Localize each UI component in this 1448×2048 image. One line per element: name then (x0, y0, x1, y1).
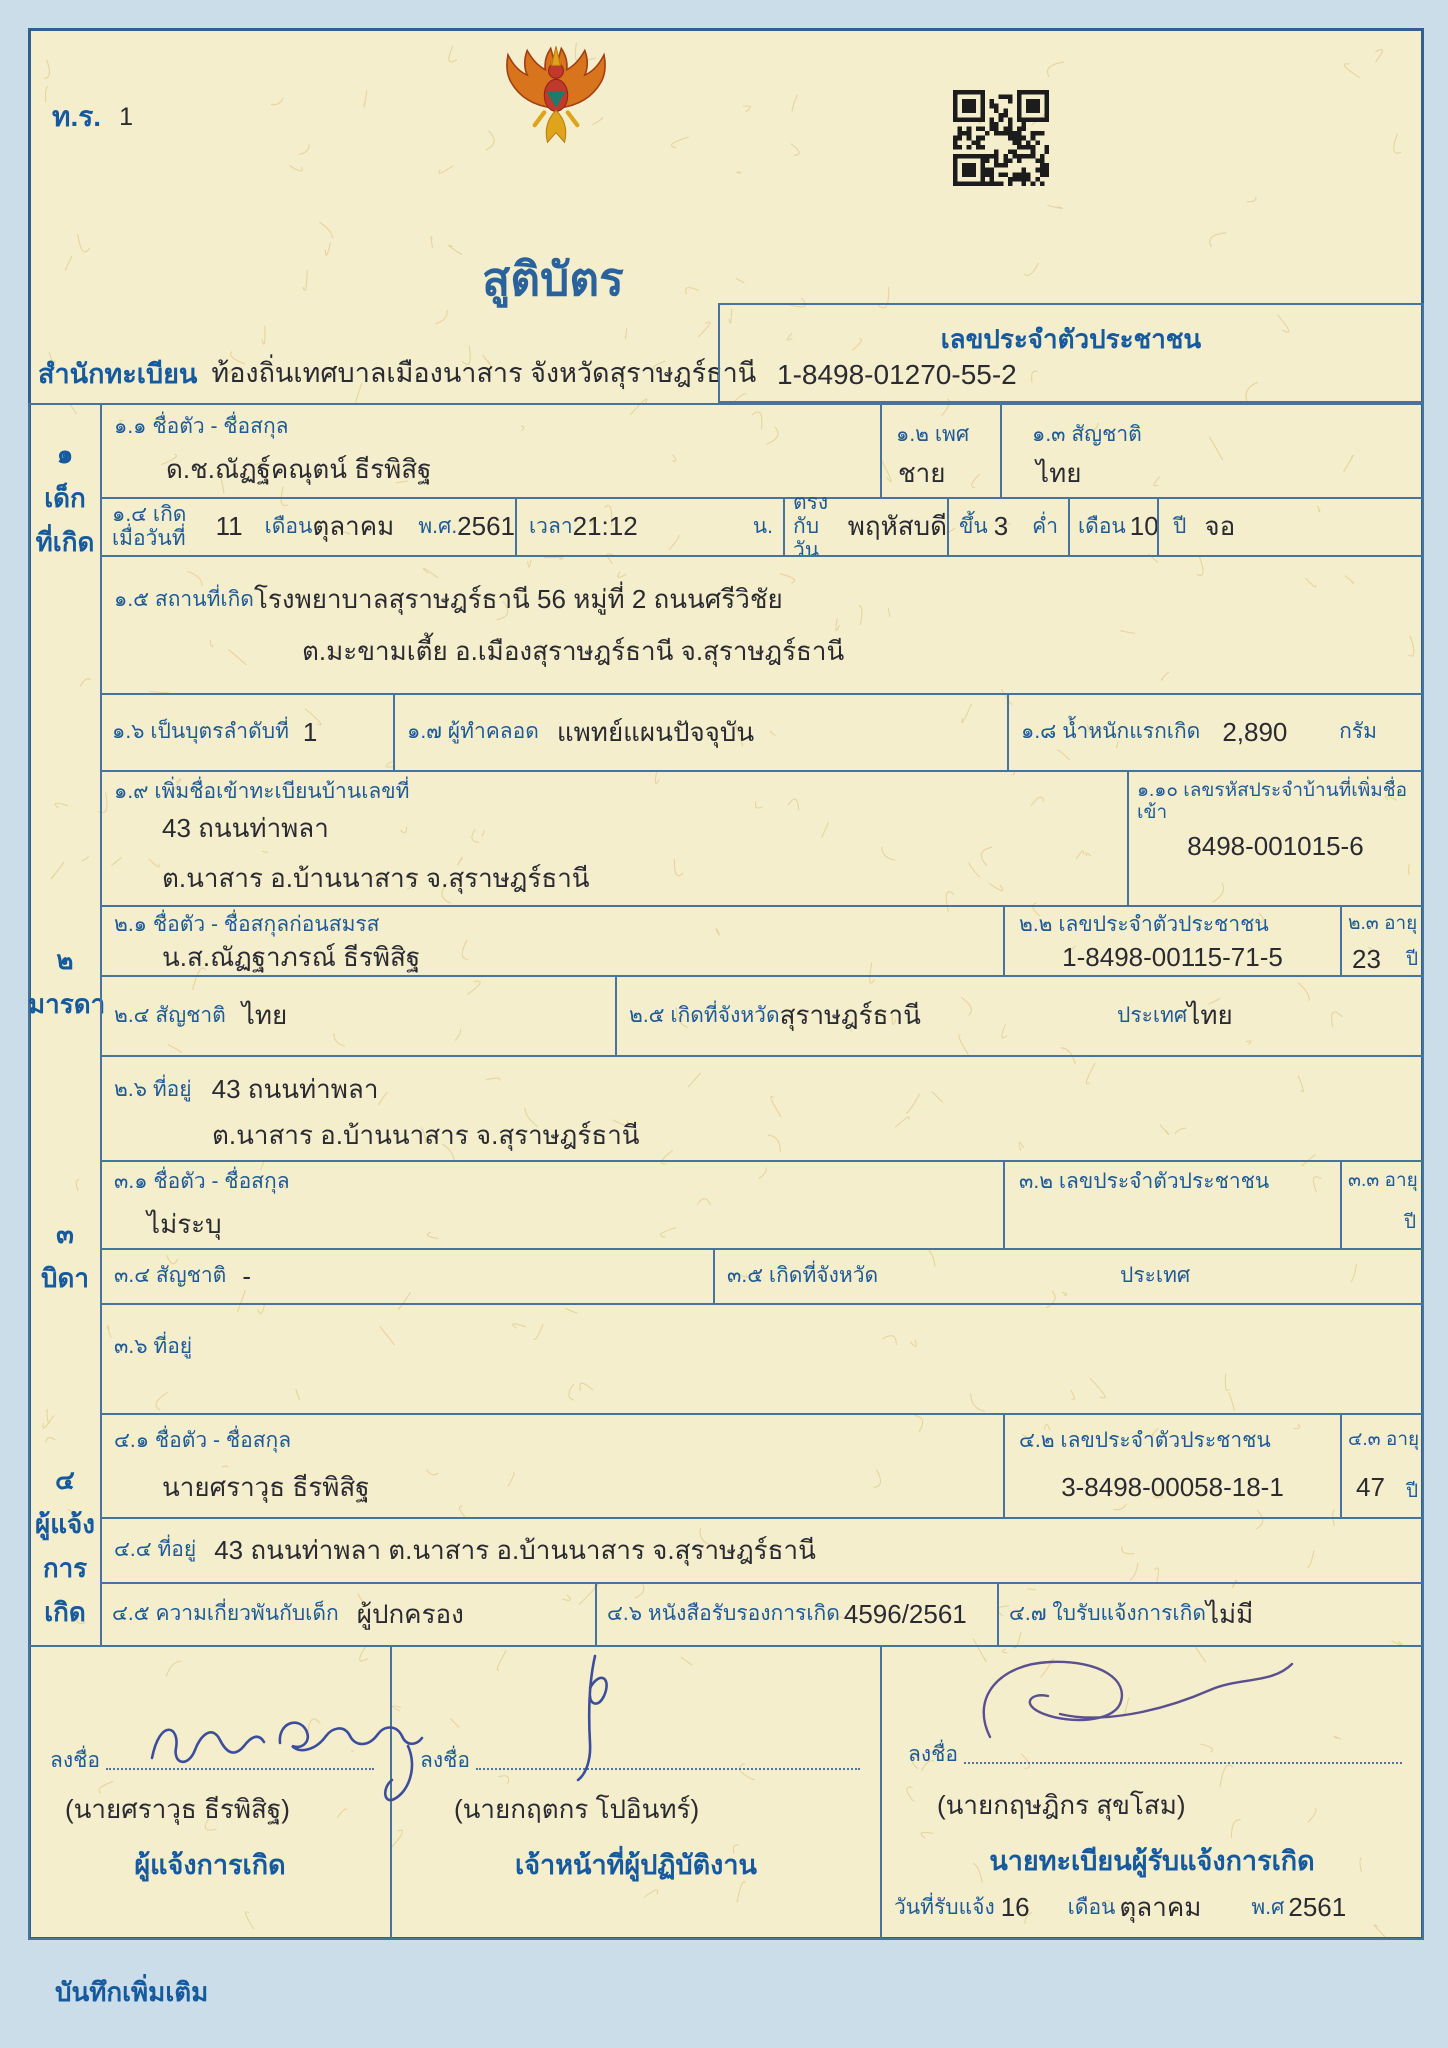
registry-office-label: สำนักทะเบียน (38, 359, 198, 389)
delivered-by-cell (393, 693, 1009, 772)
mother-name-label: ๒.๑ ชื่อตัว - ชื่อสกุลก่อนสมรส (114, 913, 380, 936)
birthplace-line1: โรงพยาบาลสุราษฎร์ธานี 56 หมู่ที่ 2 ถนนศรีวิชัย (253, 584, 783, 614)
birth-notice-cell (997, 1582, 1424, 1647)
father-id-label: ๓.๒ เลขประจำตัวประชาชน (1019, 1170, 1270, 1193)
mother-id-label: ๒.๒ เลขประจำตัวประชาชน (1019, 913, 1269, 936)
zodiac-year-cell (1157, 497, 1424, 557)
birth-time-value: 21:12 (572, 511, 638, 542)
birthplace-cell (100, 555, 1424, 695)
receipt-year-label: พ.ศ (1251, 1895, 1285, 1919)
birth-cert-doc-cell (595, 1582, 999, 1647)
national-id-box (718, 303, 1424, 403)
mother-address-line2: ต.นาสาร อ.บ้านนาสาร จ.สุราษฎร์ธานี (212, 1120, 640, 1150)
house-code-cell (1127, 770, 1424, 907)
receipt-date-line (894, 1893, 1346, 1923)
father-name-cell (100, 1160, 1005, 1250)
national-id-label: เลขประจำตัวประชาชน (940, 324, 1202, 354)
receipt-date-day: 16 (1000, 1892, 1030, 1922)
section-3-label: ๓ บิดา (41, 1219, 89, 1293)
lunar-day-value: 3 (993, 511, 1009, 542)
informant-name-value: นายศราวุธ ธีรพิสิฐ (162, 1472, 370, 1502)
relation-label: ๔.๕ ความเกี่ยวพันกับเด็ก (112, 1602, 339, 1626)
birth-year-value: 2561 (457, 511, 515, 542)
house-registration-label: ๑.๙ เพิ่มชื่อเข้าทะเบียนบ้านเลขที่ (114, 780, 410, 803)
informant-age-value: 47 (1356, 1472, 1385, 1502)
signature-line-2 (476, 1752, 860, 1770)
birth-year-label: พ.ศ. (418, 514, 458, 538)
delivered-by-value: แพทย์แผนปัจจุบัน (556, 716, 755, 747)
birth-date-cell (100, 497, 517, 557)
father-birth-province-label: ๓.๕ เกิดที่จังหวัด (727, 1264, 879, 1287)
mother-address-cell (100, 1055, 1424, 1162)
registry-office (38, 352, 756, 395)
father-nationality-value: - (242, 1260, 251, 1291)
section-4-label: ๔ ผู้แจ้ง การเกิด (35, 1465, 95, 1627)
informant-name-cell (100, 1413, 1005, 1519)
mother-id-value: 1-8498-00115-71-5 (1062, 942, 1283, 972)
birth-weight-label: ๑.๘ น้ำหนักแรกเกิด (1021, 720, 1201, 744)
sign-label-2: ลงชื่อ (420, 1749, 470, 1772)
weekday-label: ตรงกับวัน (793, 490, 829, 563)
informant-address-cell (100, 1517, 1424, 1584)
child-sex-label: ๑.๒ เพศ (896, 423, 970, 446)
informant-age-cell (1340, 1413, 1424, 1519)
father-name-label: ๓.๑ ชื่อตัว - ชื่อสกุล (114, 1170, 290, 1193)
father-age-label: ๓.๓ อายุ (1348, 1170, 1418, 1191)
receipt-month-label: เดือน (1067, 1895, 1116, 1919)
child-name-value: ด.ช.ณัฏฐ์คณุตน์ ธีรพิสิฐ (166, 454, 432, 484)
mother-age-value: 23 (1352, 944, 1381, 974)
registrar-signature-block (880, 1645, 1424, 1940)
mother-birth-province-value: สุราษฎร์ธานี (779, 1000, 921, 1030)
birth-order-label: ๑.๖ เป็นบุตรลำดับที่ (112, 720, 289, 744)
registrar-signatory-role: นายทะเบียนผู้รับแจ้งการเกิด (989, 1846, 1315, 1876)
birth-weight-cell (1007, 693, 1424, 772)
zodiac-value: จอ (1204, 511, 1236, 542)
mother-age-label: ๒.๓ อายุ (1348, 913, 1418, 934)
sign-label-3: ลงชื่อ (908, 1743, 958, 1766)
birth-order-cell (100, 693, 395, 772)
house-code-label: ๑.๑๐ เลขรหัสประจำบ้านที่เพิ่มชื่อเข้า (1137, 780, 1408, 823)
birth-time-cell (515, 497, 785, 557)
footer-note: บันทึกเพิ่มเติม (55, 1977, 209, 2007)
birth-cert-doc-value: 4596/2561 (843, 1598, 967, 1629)
child-nationality-value: ไทย (1036, 458, 1082, 488)
house-registration-line1: 43 ถนนท่าพลา (162, 813, 329, 843)
relation-cell (100, 1582, 597, 1647)
mother-nationality-label: ๒.๔ สัญชาติ (114, 1003, 226, 1027)
informant-signatory-name: (นายศราวุธ ธีรพิสิฐ) (65, 1794, 290, 1824)
house-registration-line2: ต.นาสาร อ.บ้านนาสาร จ.สุราษฎร์ธานี (162, 863, 590, 893)
lunar-month-value: 10 (1129, 511, 1159, 542)
child-name-label: ๑.๑ ชื่อตัว - ชื่อสกุล (114, 415, 289, 438)
section-1-label: ๑ เด็ก ที่เกิด (35, 439, 95, 557)
form-code (52, 95, 133, 139)
house-code-value: 8498-001015-6 (1187, 831, 1364, 861)
lunar-month-cell (1068, 497, 1159, 557)
birth-date-label: ๑.๔ เกิดเมื่อวันที่ (112, 502, 187, 550)
father-id-cell (1003, 1160, 1342, 1250)
birth-weight-unit: กรัม (1339, 720, 1377, 744)
birth-notice-label: ๔.๗ ใบรับแจ้งการเกิด (1009, 1602, 1206, 1626)
father-name-value: ไม่ระบุ (147, 1209, 222, 1239)
mother-nationality-value: ไทย (241, 1000, 288, 1031)
officer-signature-block (390, 1645, 882, 1940)
father-nationality-label: ๓.๔ สัญชาติ (114, 1264, 227, 1288)
mother-address-line1: 43 ถนนท่าพลา (211, 1074, 379, 1104)
mother-name-value: น.ส.ณัฏฐาภรณ์ ธีรพิสิฐ (162, 942, 421, 972)
page-title: สูติบัตร (482, 253, 624, 305)
child-sex-value: ชาย (898, 458, 946, 488)
child-name-cell (100, 403, 882, 499)
signature-line-3 (964, 1746, 1402, 1764)
officer-signatory-role: เจ้าหน้าที่ผู้ปฏิบัติงาน (515, 1850, 757, 1880)
child-sex-cell (880, 403, 1002, 499)
informant-id-value: 3-8498-00058-18-1 (1061, 1472, 1284, 1502)
weekday-value: พฤหัสบดี (847, 511, 947, 542)
delivered-by-label: ๑.๗ ผู้ทำคลอด (407, 720, 539, 744)
signature-line-1 (106, 1752, 374, 1770)
birth-weekday-cell (783, 490, 949, 563)
sign-label-1: ลงชื่อ (50, 1749, 100, 1772)
father-address-cell (100, 1303, 1424, 1415)
lunar-day-cell (947, 497, 1070, 557)
birth-month-value: ตุลาคม (312, 511, 395, 542)
father-nationality-cell (100, 1248, 715, 1305)
father-birth-province-cell (713, 1248, 1424, 1305)
mother-country-value: ไทย (1187, 1000, 1233, 1030)
birth-day-value: 11 (215, 511, 243, 542)
informant-address-label: ๔.๔ ที่อยู่ (114, 1538, 197, 1562)
informant-address-value: 43 ถนนท่าพลา ต.นาสาร อ.บ้านนาสาร จ.สุราษฎร์ธานี (214, 1534, 816, 1565)
informant-age-unit: ปี (1405, 1481, 1418, 1502)
mother-address-label: ๒.๖ ที่อยู่ (114, 1077, 192, 1101)
zodiac-label: ปี (1173, 514, 1187, 538)
lunar-unit-label: ค่ำ (1032, 514, 1058, 538)
child-nationality-cell (1000, 403, 1424, 499)
officer-signatory-name: (นายกฤตกร โปอินทร์) (454, 1794, 700, 1824)
informant-name-label: ๔.๑ ชื่อตัว - ชื่อสกุล (114, 1429, 292, 1452)
mother-country-label: ประเทศ (1117, 1003, 1188, 1027)
mother-id-cell (1003, 905, 1342, 977)
mother-birth-province-label: ๒.๕ เกิดที่จังหวัด (629, 1003, 780, 1027)
father-address-label: ๓.๖ ที่อยู่ (114, 1335, 193, 1358)
birth-order-value: 1 (302, 716, 318, 747)
birth-time-unit: น. (752, 514, 773, 538)
informant-age-label: ๔.๓ อายุ (1348, 1429, 1420, 1450)
mother-age-cell (1340, 905, 1424, 977)
informant-signature-block (28, 1645, 392, 1940)
mother-age-unit: ปี (1405, 949, 1418, 970)
mother-nationality-cell (100, 975, 617, 1057)
section-2-label: ๒ มารดา (28, 945, 106, 1019)
lunar-month-label: เดือน (1078, 514, 1126, 538)
form-code-number: 1 (119, 102, 133, 131)
receipt-date-label: วันที่รับแจ้ง (894, 1895, 995, 1919)
informant-id-label: ๔.๒ เลขประจำตัวประชาชน (1019, 1429, 1271, 1452)
lunar-label: ขึ้น (959, 514, 988, 538)
receipt-month-value: ตุลาคม (1119, 1892, 1202, 1922)
birthplace-line2: ต.มะขามเตี้ย อ.เมืองสุราษฎร์ธานี จ.สุราษฎร์ธานี (302, 636, 845, 666)
registrar-signatory-name: (นายกฤษฎิกร สุขโสม) (937, 1790, 1186, 1820)
registry-office-value: ท้องถิ่นเทศบาลเมืองนาสาร จังหวัดสุราษฎร์ธานี (211, 357, 757, 388)
informant-id-cell (1003, 1413, 1342, 1519)
national-id-value: 1-8498-01270-55-2 (777, 359, 1017, 390)
mother-name-cell (100, 905, 1005, 977)
father-country-label: ประเทศ (1120, 1264, 1191, 1287)
father-age-cell (1340, 1160, 1424, 1250)
relation-value: ผู้ปกครอง (356, 1598, 464, 1629)
child-nationality-label: ๑.๓ สัญชาติ (1032, 423, 1142, 446)
father-age-unit: ปี (1403, 1212, 1416, 1234)
birth-month-label: เดือน (264, 514, 313, 538)
birth-cert-doc-label: ๔.๖ หนังสือรับรองการเกิด (607, 1602, 840, 1626)
birth-notice-value: ไม่มี (1205, 1598, 1254, 1629)
birth-weight-value: 2,890 (1222, 716, 1288, 747)
birth-time-label: เวลา (529, 514, 573, 538)
form-code-label: ท.ร. (52, 101, 102, 132)
birthplace-label: ๑.๕ สถานที่เกิด (114, 587, 254, 611)
informant-signatory-role: ผู้แจ้งการเกิด (134, 1850, 286, 1880)
house-registration-cell (100, 770, 1129, 907)
mother-birth-province-cell (615, 975, 1424, 1057)
receipt-year-value: 2561 (1288, 1892, 1347, 1922)
